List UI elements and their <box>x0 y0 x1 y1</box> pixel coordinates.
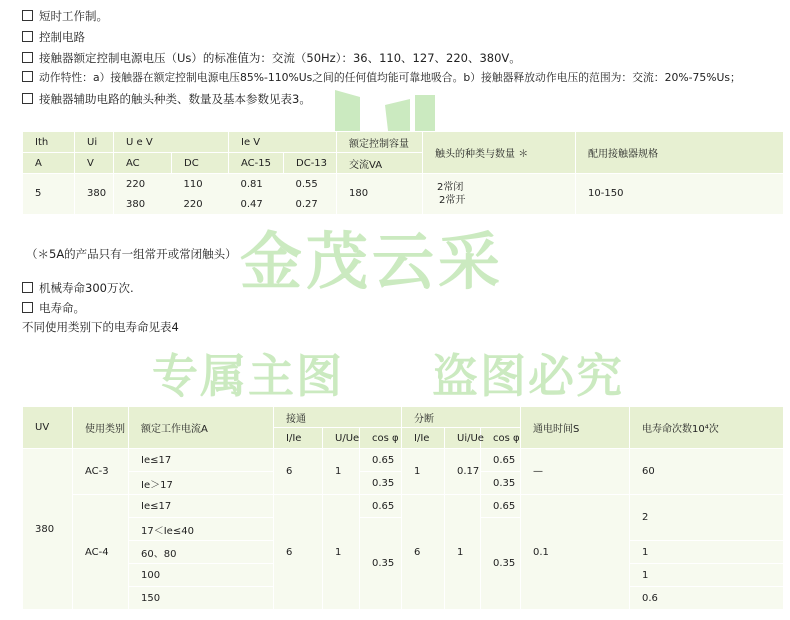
cell-ac4-break-u: 1 <box>445 495 481 610</box>
cell-uv: 380 <box>23 449 73 610</box>
cell-ue-dc: 110 <box>172 174 229 195</box>
cell-ac4-break-i: 6 <box>402 495 445 610</box>
cell-ac4-life: 2 <box>630 495 784 541</box>
cell-ac3-time: — <box>521 449 630 495</box>
header-contacts: 触头的种类与数量 ＊ <box>423 132 576 174</box>
cell-ui: 380 <box>75 174 114 215</box>
table-3 <box>22 131 784 215</box>
cell-spec: 10-150 <box>576 174 784 215</box>
checkbox-icon <box>22 71 33 82</box>
cell-contacts <box>423 174 576 215</box>
cell-ac3: AC-3 <box>73 449 129 495</box>
checkbox-icon <box>22 10 33 21</box>
header-make-u: U/Ue <box>323 428 360 449</box>
cell-ac3-break-cos: 0.65 <box>481 449 521 472</box>
line-text: 控制电路 <box>39 30 85 44</box>
cell-ac3-break-cos: 0.35 <box>481 472 521 495</box>
cell-ue-ac: 220 <box>114 174 172 195</box>
cell-va: 180 <box>337 174 423 215</box>
cell-ac4-break-cos-first: 0.65 <box>481 495 521 518</box>
header-break: 分断 <box>402 407 521 428</box>
line-text: 短时工作制。 <box>39 9 108 23</box>
line-elec-life <box>22 300 85 316</box>
cell-current: 150 <box>129 587 274 610</box>
cell-ac4: AC-4 <box>73 495 129 610</box>
line-text: 电寿命。 <box>39 301 85 315</box>
checkbox-icon <box>22 52 33 63</box>
line-2 <box>22 29 85 45</box>
contacts-no: 2常开 <box>439 194 466 206</box>
header-dc13: DC-13 <box>284 153 337 174</box>
cell-current: Ie≤17 <box>129 449 274 472</box>
cell-ac3-make-cos: 0.35 <box>360 472 402 495</box>
cell-ie-ac15: 0.81 <box>229 174 284 195</box>
header-make: 接通 <box>274 407 402 428</box>
header-ue: U e V <box>114 132 229 153</box>
checkbox-icon <box>22 302 33 313</box>
header-current: 额定工作电流A <box>129 407 274 449</box>
checkbox-icon <box>22 31 33 42</box>
header-spec: 配用接触器规格 <box>576 132 784 174</box>
header-va: 交流VA <box>337 153 423 174</box>
cell-ith: 5 <box>23 174 75 215</box>
header-capacity: 额定控制容量 <box>337 132 423 153</box>
cell-ie-dc13: 0.27 <box>284 194 337 214</box>
contacts-nc: 2常闭 <box>437 181 464 193</box>
watermark-warning: 盗图必究 <box>432 349 624 403</box>
header-ie: Ie V <box>229 132 337 153</box>
cell-ac4-life: 1 <box>630 541 784 564</box>
cell-ac4-time: 0.1 <box>521 495 630 610</box>
header-break-u: Ui/Ue <box>445 428 481 449</box>
header-ith-unit: A <box>23 153 75 174</box>
cell-ac4-make-cos: 0.35 <box>360 518 402 610</box>
header-ac15: AC-15 <box>229 153 284 174</box>
header-uv: UV <box>23 407 73 449</box>
header-dc: DC <box>172 153 229 174</box>
cell-current: 17＜Ie≤40 <box>129 518 274 541</box>
watermark-exclusive: 专属主图 <box>152 349 344 403</box>
watermark-brand: 金茂云采 <box>240 225 505 298</box>
header-break-cos: cos φ <box>481 428 521 449</box>
cell-ac3-break-u: 0.17 <box>445 449 481 495</box>
cell-current: 100 <box>129 564 274 587</box>
cell-ac3-break-i: 1 <box>402 449 445 495</box>
header-time: 通电时间S <box>521 407 630 449</box>
cell-current: Ie≤17 <box>129 495 274 518</box>
line-4 <box>22 70 741 86</box>
header-life: 电寿命次数10⁴次 <box>630 407 784 449</box>
cell-ac4-make-i: 6 <box>274 495 323 610</box>
header-ui-unit: V <box>75 153 114 174</box>
header-make-cos: cos φ <box>360 428 402 449</box>
header-make-i: I/Ie <box>274 428 323 449</box>
checkbox-icon <box>22 93 33 104</box>
cell-ac4-life: 0.6 <box>630 587 784 610</box>
cell-ac4-life: 1 <box>630 564 784 587</box>
table-4 <box>22 406 784 610</box>
cell-ac3-make-i: 6 <box>274 449 323 495</box>
line-table4-ref: 不同使用类别下的电寿命见表4 <box>22 320 179 334</box>
header-ith: Ith <box>23 132 75 153</box>
cell-ac3-life: 60 <box>630 449 784 495</box>
line-text: 动作特性：a）接触器在额定控制电源电压85%-110%Us之间的任何值均能可靠地吸合。b）接触器释放动作电压的范围为：交流：20%-75%Us； <box>39 71 741 84</box>
header-break-i: I/Ie <box>402 428 445 449</box>
cell-ue-dc: 220 <box>172 194 229 214</box>
cell-current: 60、80 <box>129 541 274 564</box>
line-text: 接触器额定控制电源电压（Us）的标准值为：交流（50Hz）：36、110、127、220、380V。 <box>39 51 521 65</box>
cell-ac4-break-cos: 0.35 <box>481 518 521 610</box>
cell-ie-dc13: 0.55 <box>284 174 337 195</box>
cell-ac3-make-u: 1 <box>323 449 360 495</box>
cell-current: Ie＞17 <box>129 472 274 495</box>
header-category: 使用类别 <box>73 407 129 449</box>
header-ac: AC <box>114 153 172 174</box>
line-mech-life <box>22 280 134 296</box>
line-1 <box>22 8 108 24</box>
line-5 <box>22 91 311 107</box>
cell-ie-ac15: 0.47 <box>229 194 284 214</box>
note: （＊5A的产品只有一组常开或常闭触头） <box>26 247 237 261</box>
cell-ac4-make-cos-first: 0.65 <box>360 495 402 518</box>
header-ui: Ui <box>75 132 114 153</box>
checkbox-icon <box>22 282 33 293</box>
line-text: 接触器辅助电路的触头种类、数量及基本参数见表3。 <box>39 92 311 106</box>
line-3 <box>22 50 521 66</box>
cell-ac3-make-cos: 0.65 <box>360 449 402 472</box>
line-text: 机械寿命300万次. <box>39 281 134 295</box>
cell-ue-ac: 380 <box>114 194 172 214</box>
cell-ac4-make-u: 1 <box>323 495 360 610</box>
